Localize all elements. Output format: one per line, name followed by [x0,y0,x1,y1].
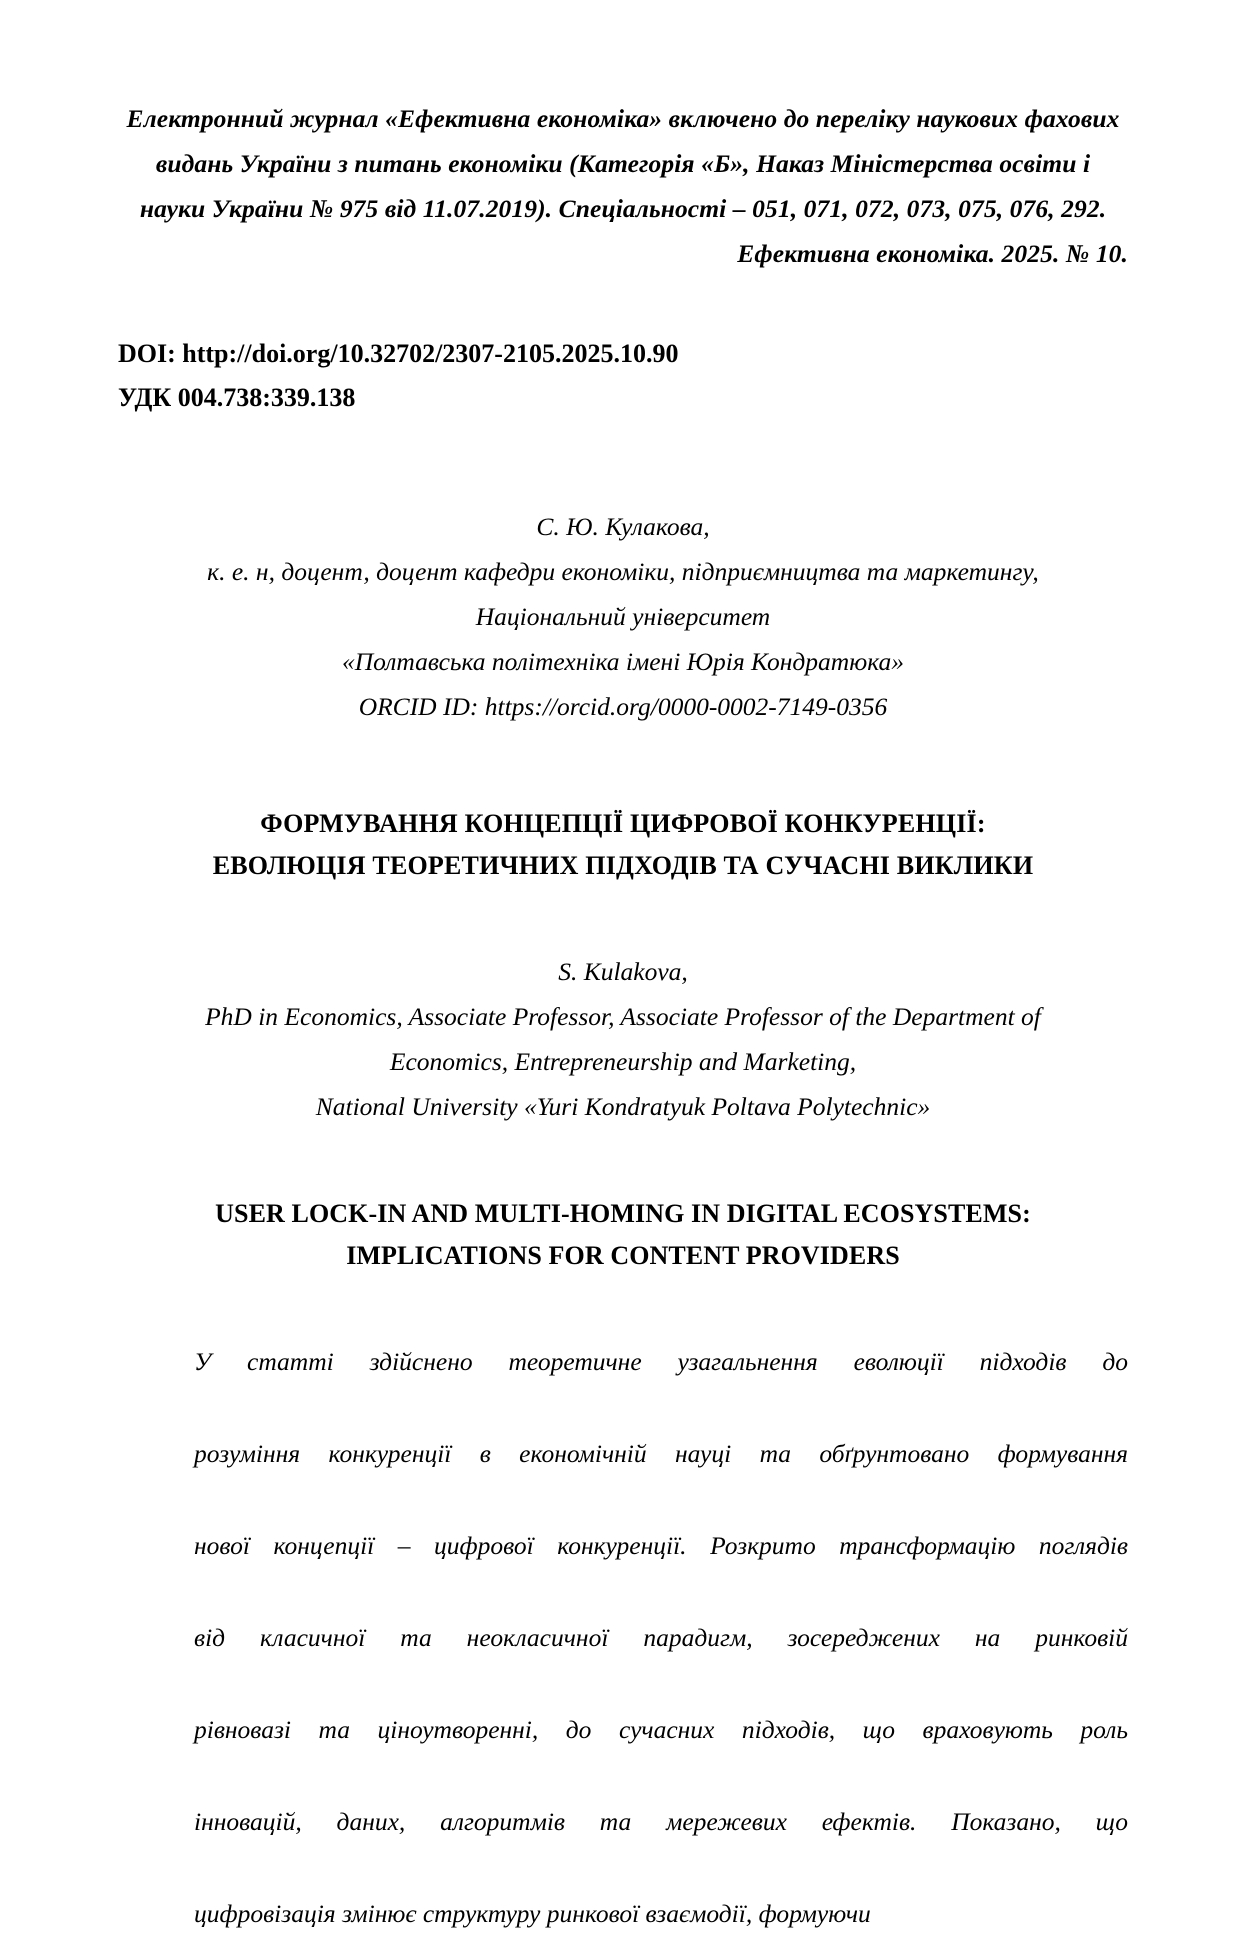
author-name-ua: С. Ю. Кулакова, [536,512,710,541]
author-orcid[interactable]: ORCID ID: https://orcid.org/0000-0002-7149-0356 [358,692,888,721]
udk-line: УДК 004.738:339.138 [118,383,356,412]
abstract-line: від класичної та неокласичної парадигм, зосереджених на ринковій [194,1623,1128,1652]
abstract-section [118,1339,1128,1937]
abstract-line: У статті здійснено теоретичне узагальнення еволюції підходів до [194,1347,1128,1376]
author-org-line-2-ua: «Полтавська політехніка імені Юрія Кондратюка» [341,647,904,676]
abstract-line: розуміння конкуренції в економічній науці та обґрунтовано формування [194,1439,1128,1468]
page-title-ukrainian [118,803,1128,887]
title-ua-line-1: ФОРМУВАННЯ КОНЦЕПЦІЇ ЦИФРОВОЇ КОНКУРЕНЦІЇ: [260,809,986,838]
author-name-en: S. Kulakova, [558,957,688,986]
doi-line[interactable]: DOI: http://doi.org/10.32702/2307-2105.2025.10.90 [118,339,679,368]
author-block-ukrainian [118,504,1128,729]
abstract-line: інновацій, даних, алгоритмів та мережевих ефектів. Показано, що [194,1807,1128,1836]
journal-masthead [118,96,1128,276]
author-org-en: National University «Yuri Kondratyuk Poltava Polytechnic» [315,1092,931,1121]
author-position-line-2-en: Economics, Entrepreneurship and Marketing, [389,1047,857,1076]
abstract-line: рівновазі та ціноутворенні, до сучасних підходів, що враховують роль [194,1715,1128,1744]
author-org-line-1-ua: Національний університет [475,602,771,631]
masthead-line-3: науки України № 975 від 11.07.2019). Спеціальності – 051, 071, 072, 073, 075, 076, 292. [139,194,1107,223]
masthead-line-2: видань України з питань економіки (Категорія «Б», Наказ Міністерства освіти і [155,149,1091,178]
masthead-line-1: Електронний журнал «Ефективна економіка» включено до переліку наукових фахових [126,104,1120,133]
abstract-paragraph [118,1339,1128,1937]
author-block-english [118,949,1128,1129]
title-en-line-1: USER LOCK-IN AND MULTI-HOMING IN DIGITAL ECOSYSTEMS: [215,1199,1031,1228]
author-position-line-1-en: PhD in Economics, Associate Professor, Associate Professor of the Department of [205,1002,1041,1031]
title-ua-line-2: ЕВОЛЮЦІЯ ТЕОРЕТИЧНИХ ПІДХОДІВ ТА СУЧАСНІ ВИКЛИКИ [212,851,1034,880]
abstract-line: нової концепції – цифрової конкуренції. Розкрито трансформацію поглядів [194,1531,1128,1560]
author-position-ua: к. е. н, доцент, доцент кафедри економіки, підприємництва та маркетингу, [207,557,1039,586]
identifiers-block [118,332,1128,420]
journal-issue-line: Ефективна економіка. 2025. № 10. [737,239,1128,268]
title-en-line-2: IMPLICATIONS FOR CONTENT PROVIDERS [346,1241,900,1270]
page-title-english [118,1193,1128,1277]
abstract-line: цифровізація змінює структуру ринкової взаємодії, формуючи [194,1899,871,1928]
